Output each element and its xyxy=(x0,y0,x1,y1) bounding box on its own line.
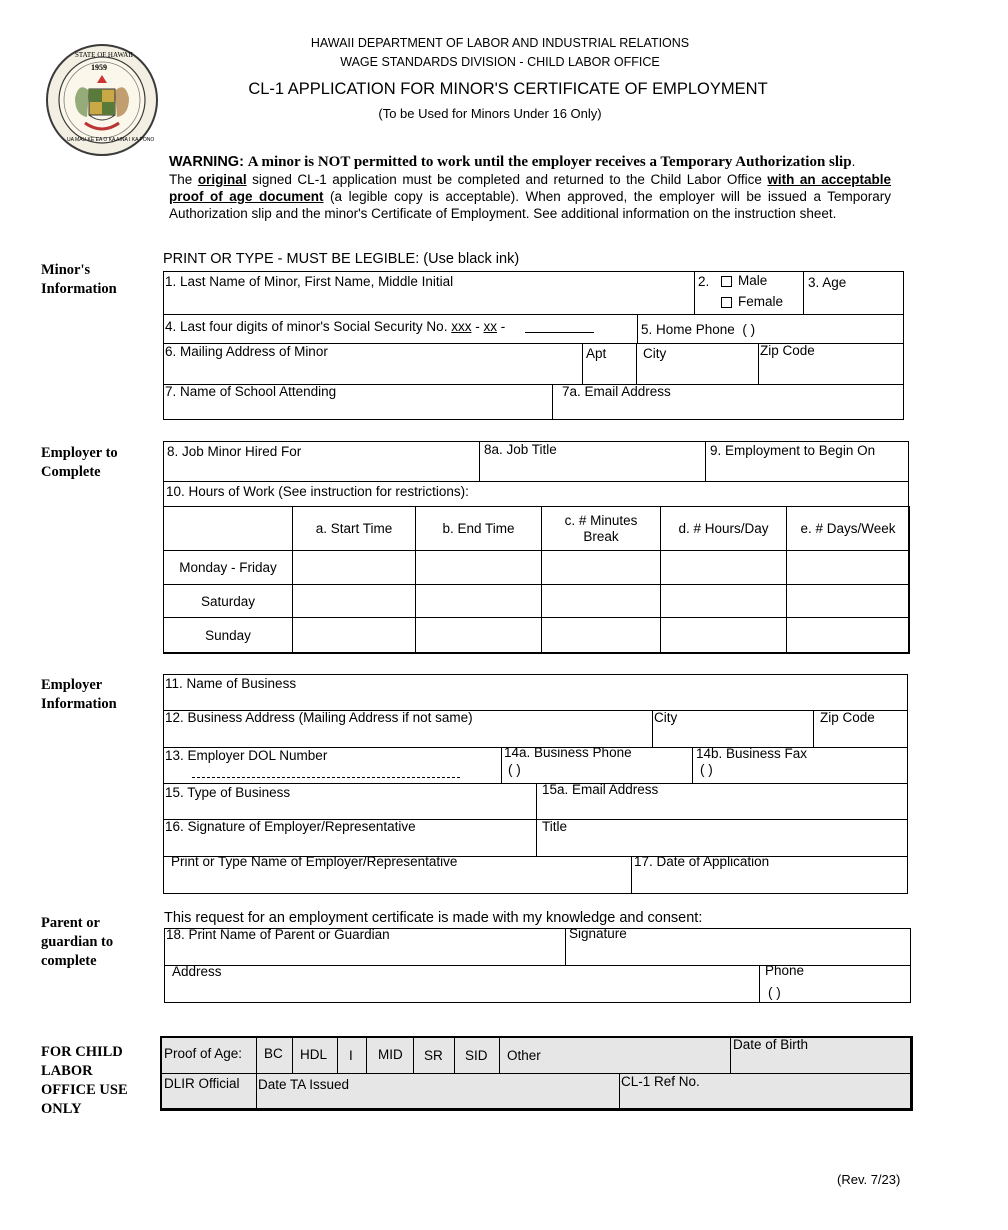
table-row xyxy=(164,551,910,585)
hours-table xyxy=(163,506,910,654)
section-office-use: FOR CHILD LABOR OFFICE USE ONLY xyxy=(41,1044,128,1117)
field-minor-name[interactable]: 1. Last Name of Minor, First Name, Middle Initial xyxy=(165,274,454,289)
field-date-of-birth[interactable]: Date of Birth xyxy=(733,1037,809,1052)
table-cell[interactable] xyxy=(787,618,910,654)
table-cell[interactable] xyxy=(293,551,416,585)
table-cell[interactable] xyxy=(542,585,661,618)
business-phone-paren: ( ) xyxy=(508,762,521,777)
warning-accept: with an acceptable proof of age document xyxy=(169,172,892,204)
field-home-phone[interactable] xyxy=(641,322,755,337)
field-minor-email[interactable]: 7a. Email Address xyxy=(562,384,671,399)
table-cell[interactable] xyxy=(416,618,542,654)
table-row xyxy=(164,618,910,654)
section-employer-complete: Employer to Complete xyxy=(41,445,118,480)
parent-phone-paren: ( ) xyxy=(768,985,781,1000)
seal-bottom-text: UA MAU KE EA O KA AINA I KA PONO xyxy=(67,137,155,143)
row-mon-fri: Monday - Friday xyxy=(164,551,293,585)
field-parent-phone[interactable]: Phone xyxy=(765,963,805,978)
header-division: WAGE STANDARDS DIVISION - CHILD LABOR OFFICE xyxy=(340,55,660,69)
page-subtitle: (To be Used for Minors Under 16 Only) xyxy=(378,106,602,121)
field-dol-number[interactable]: 13. Employer DOL Number xyxy=(165,748,328,763)
table-row xyxy=(164,585,910,618)
proof-code-sid[interactable]: SID xyxy=(465,1048,488,1063)
field-employment-begin[interactable]: 9. Employment to Begin On xyxy=(710,443,876,458)
ssn-blank-line[interactable] xyxy=(525,332,594,333)
table-cell[interactable] xyxy=(787,585,910,618)
table-cell[interactable] xyxy=(661,618,787,654)
field-parent-name[interactable]: 18. Print Name of Parent or Guardian xyxy=(166,927,390,942)
field-ssn[interactable] xyxy=(165,319,505,334)
field-employer-title[interactable]: Title xyxy=(542,819,568,834)
warning-period: . xyxy=(851,154,856,169)
ssn-sep-2: - xyxy=(496,319,506,334)
section-parent: Parent or guardian to complete xyxy=(41,915,114,969)
field-apt[interactable]: Apt xyxy=(586,346,607,361)
field-employer-print-name[interactable]: Print or Type Name of Employer/Representative xyxy=(171,854,458,869)
field-gender-label: 2. xyxy=(698,274,710,289)
ssn-sep-1: - xyxy=(471,319,484,334)
field-job-hired-for[interactable]: 8. Job Minor Hired For xyxy=(167,444,302,459)
field-application-date[interactable]: 17. Date of Application xyxy=(634,854,770,869)
proof-code-i[interactable]: I xyxy=(349,1048,353,1063)
male-checkbox[interactable] xyxy=(721,276,732,287)
field-business-name[interactable]: 11. Name of Business xyxy=(165,676,297,691)
field-dlir-official[interactable]: DLIR Official xyxy=(164,1076,240,1091)
field-mailing-address[interactable]: 6. Mailing Address of Minor xyxy=(165,344,328,359)
field-business-email[interactable]: 15a. Email Address xyxy=(542,782,659,797)
col-days-week: e. # Days/Week xyxy=(787,507,910,551)
table-cell[interactable] xyxy=(416,551,542,585)
seal-top-text: STATE OF HAWAII xyxy=(75,51,133,59)
table-cell[interactable] xyxy=(661,551,787,585)
ssn-label: 4. Last four digits of minor's Social Security No. xyxy=(165,319,448,334)
proof-code-bc[interactable]: BC xyxy=(264,1046,283,1061)
section-minor-info: Minor's Information xyxy=(41,262,117,297)
header-dept: HAWAII DEPARTMENT OF LABOR AND INDUSTRIAL RELATIONS xyxy=(310,36,690,50)
table-cell[interactable] xyxy=(293,618,416,654)
proof-code-sr[interactable]: SR xyxy=(424,1048,443,1063)
table-cell[interactable] xyxy=(787,551,910,585)
proof-of-age-label: Proof of Age: xyxy=(164,1046,243,1061)
home-phone-label: 5. Home Phone xyxy=(641,322,735,337)
proof-code-other[interactable]: Other xyxy=(507,1048,541,1063)
warning-bold: A minor is NOT permitted to work until the employer receives a Temporary Authorization slip xyxy=(247,154,852,170)
warning-t3: (a legible copy is acceptable). When approved, the employer will be issued a Temporary Authorization slip and the minor's Certificate of Employment. See additional information on the instruction sheet. xyxy=(169,189,892,221)
page-title: CL-1 APPLICATION FOR MINOR'S CERTIFICATE OF EMPLOYMENT xyxy=(248,80,768,98)
warning-t2: signed CL-1 application must be completed and returned to the Child Labor Office xyxy=(246,172,768,187)
col-minutes-break: c. # Minutes Break xyxy=(542,507,661,551)
row-saturday: Saturday xyxy=(164,585,293,618)
female-option[interactable] xyxy=(721,294,783,309)
male-label: Male xyxy=(738,273,768,288)
field-parent-address[interactable]: Address xyxy=(172,964,222,979)
field-city[interactable]: City xyxy=(643,346,667,361)
warning-original: original xyxy=(197,172,247,187)
revision-note: (Rev. 7/23) xyxy=(837,1172,901,1187)
table-cell[interactable] xyxy=(542,551,661,585)
seal-year-text: 1959 xyxy=(91,63,107,72)
table-cell[interactable] xyxy=(293,585,416,618)
table-cell[interactable] xyxy=(542,618,661,654)
consent-text: This request for an employment certificate is made with my knowledge and consent: xyxy=(164,910,703,926)
hours-table-corner xyxy=(164,507,293,551)
proof-code-mid[interactable]: MID xyxy=(378,1047,403,1062)
home-phone-paren: ( ) xyxy=(742,322,756,337)
female-label: Female xyxy=(738,294,784,309)
col-hours-day: d. # Hours/Day xyxy=(661,507,787,551)
field-business-city[interactable]: City xyxy=(654,710,678,725)
female-checkbox[interactable] xyxy=(721,297,732,308)
proof-code-hdl[interactable]: HDL xyxy=(300,1047,328,1062)
table-cell[interactable] xyxy=(416,585,542,618)
table-cell[interactable] xyxy=(661,585,787,618)
field-business-type[interactable]: 15. Type of Business xyxy=(165,785,291,800)
field-zip[interactable]: Zip Code xyxy=(760,343,815,358)
ssn-mask-1: xxx xyxy=(451,319,472,334)
field-business-phone[interactable]: 14a. Business Phone xyxy=(504,745,632,760)
dol-number-blanks[interactable] xyxy=(192,777,460,778)
col-start-time: a. Start Time xyxy=(293,507,416,551)
field-school[interactable]: 7. Name of School Attending xyxy=(165,384,337,399)
hours-of-work-label: 10. Hours of Work (See instruction for restrictions): xyxy=(166,484,469,499)
row-sunday: Sunday xyxy=(164,618,293,654)
field-business-fax[interactable]: 14b. Business Fax xyxy=(696,746,808,761)
field-employer-signature[interactable]: 16. Signature of Employer/Representative xyxy=(165,819,416,834)
field-parent-signature[interactable]: Signature xyxy=(569,926,627,941)
field-date-ta-issued[interactable]: Date TA Issued xyxy=(258,1077,350,1092)
warning-label: WARNING: xyxy=(169,154,244,170)
male-option[interactable] xyxy=(721,273,767,288)
field-job-title[interactable]: 8a. Job Title xyxy=(484,442,557,457)
field-age[interactable]: 3. Age xyxy=(808,275,847,290)
ssn-mask-2: xx xyxy=(483,319,497,334)
col-end-time: b. End Time xyxy=(416,507,542,551)
warning-t1: The xyxy=(169,172,198,187)
field-business-address[interactable]: 12. Business Address (Mailing Address if not same) xyxy=(165,710,473,725)
section-employer-info: Employer Information xyxy=(41,677,117,712)
warning-text xyxy=(169,153,891,222)
print-note: PRINT OR TYPE - MUST BE LEGIBLE: (Use black ink) xyxy=(163,251,520,267)
field-business-zip[interactable]: Zip Code xyxy=(820,710,875,725)
business-fax-paren: ( ) xyxy=(700,762,713,777)
field-cl1-ref-no[interactable]: CL-1 Ref No. xyxy=(621,1074,700,1089)
